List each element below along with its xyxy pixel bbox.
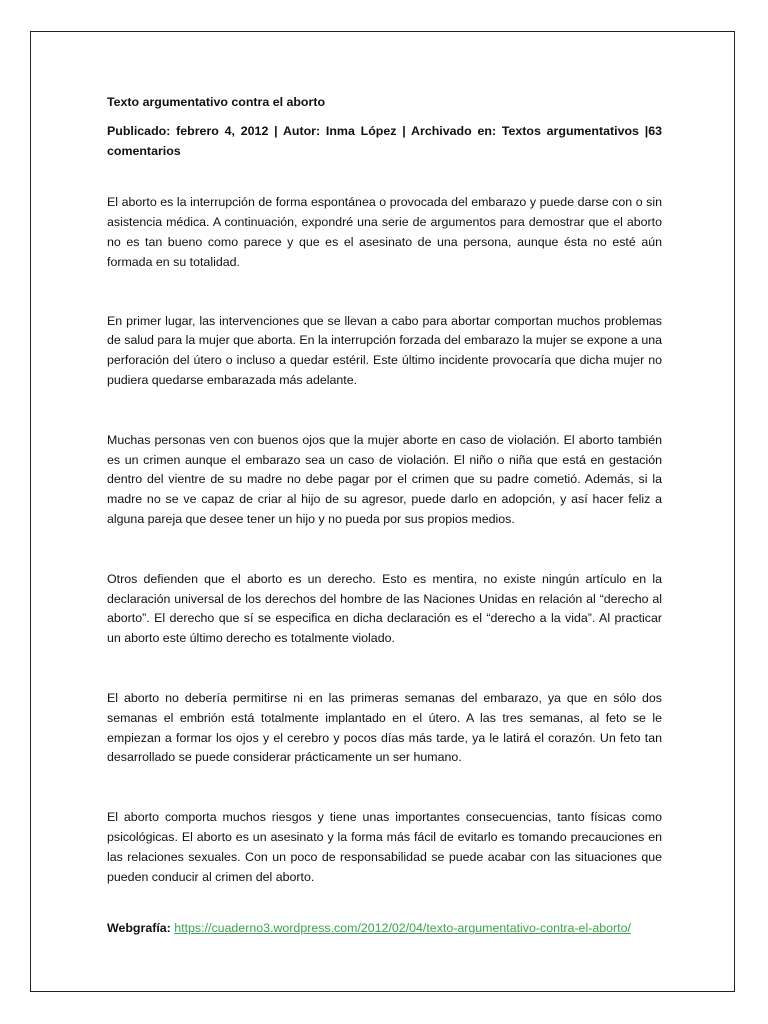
paragraph-conclusion: El aborto comporta muchos riesgos y tiene unas importantes consecuencias, tanto físicas como psicológicas. El aborto es un asesinato y la forma más fácil de evitarlo es tomando precauciones en las relaciones sexuales. Con un poco de responsabilidad se puede acabar con las situaciones que pueden conducir al crimen del aborto.	[107, 810, 662, 884]
paragraph-health-risks: En primer lugar, las intervenciones que se llevan a cabo para abortar comportan muchos problemas de salud para la mujer que aborta. En la interrupción forzada del embarazo la mujer se expone a una perforación del útero o incluso a quedar estéril. Este último incidente provocaría que dicha mujer no pudiera quedarse embarazada más adelante.	[107, 313, 662, 387]
paragraph-rights: Otros defienden que el aborto es un derecho. Esto es mentira, no existe ningún artículo en la declaración universal de los derechos del hombre de las Naciones Unidas en relación al “derecho al aborto”. El derecho que sí se especifica en dicha declaración es el “derecho a la vida”. Al practicar un aborto este último derecho es totalmente violado.	[107, 571, 662, 646]
webgrafia-link[interactable]: https://cuaderno3.wordpress.com/2012/02/04/texto-argumentativo-contra-el-aborto/	[174, 921, 631, 936]
paragraph-rape-case: Muchas personas ven con buenos ojos que la mujer aborte en caso de violación. El aborto también es un crimen aunque el embarazo sea un caso de violación. El niño o niña que está en gestación dentro del vientre de su madre no debe pagar por el crimen que su padre cometió. Además, si la madre no se ve capaz de criar al hijo de su agresor, puede darlo en adopción, y así hacer feliz a alguna pareja que desee tener un hijo y no pueda por sus propios medios.	[107, 432, 662, 526]
webgrafia-line	[107, 919, 662, 939]
paragraph-intro: El aborto es la interrupción de forma espontánea o provocada del embarazo y puede darse con o sin asistencia médica. A continuación, expondré una serie de argumentos para demostrar que el aborto no es tan bueno como parece y que es el asesinato de una persona, aunque ésta no esté aún formada en su totalidad.	[107, 195, 662, 269]
webgrafia-label: Webgrafía:	[107, 921, 171, 936]
paragraph-early-weeks: El aborto no debería permitirse ni en las primeras semanas del embarazo, ya que en sólo dos semanas el embrión está totalmente implantado en el útero. A las tres semanas, al feto se le empiezan a formar los ojos y el cerebro y pocos días más tarde, ya le latirá el corazón. Un feto tan desarrollado se puede considerar prácticamente un ser humano.	[107, 690, 662, 765]
document-body	[107, 93, 662, 939]
publication-meta: Publicado: febrero 4, 2012 | Autor: Inma López | Archivado en: Textos argumentativos |63 comentarios	[107, 123, 662, 158]
document-title: Texto argumentativo contra el aborto	[107, 95, 326, 109]
